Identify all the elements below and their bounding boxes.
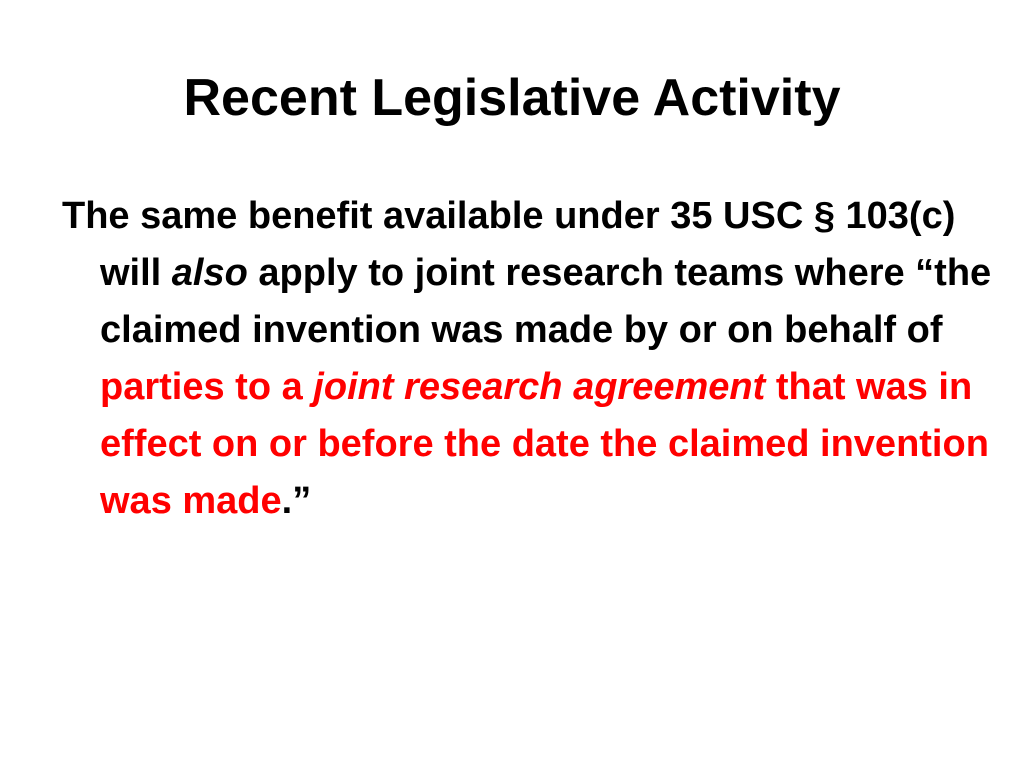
section-symbol: § <box>813 195 835 237</box>
body-text-part3: apply to joint research teams where “the claimed invention was made by or on behalf of <box>100 252 992 351</box>
closing-quote: .” <box>281 480 312 522</box>
slide-body-paragraph <box>62 188 1000 530</box>
emphasis-also: also <box>171 252 248 294</box>
highlight-text-part2: that was in effect on or before the date the claimed invention was made <box>100 366 989 522</box>
body-text-part1: The same benefit available under 35 USC <box>62 195 814 237</box>
highlight-emphasis-joint-research-agreement: joint research agreement <box>313 366 766 408</box>
body-text-part2: 103(c) will <box>100 195 956 294</box>
highlight-text-part1: parties to a <box>100 366 314 408</box>
slide-title: Recent Legislative Activity <box>183 69 841 127</box>
